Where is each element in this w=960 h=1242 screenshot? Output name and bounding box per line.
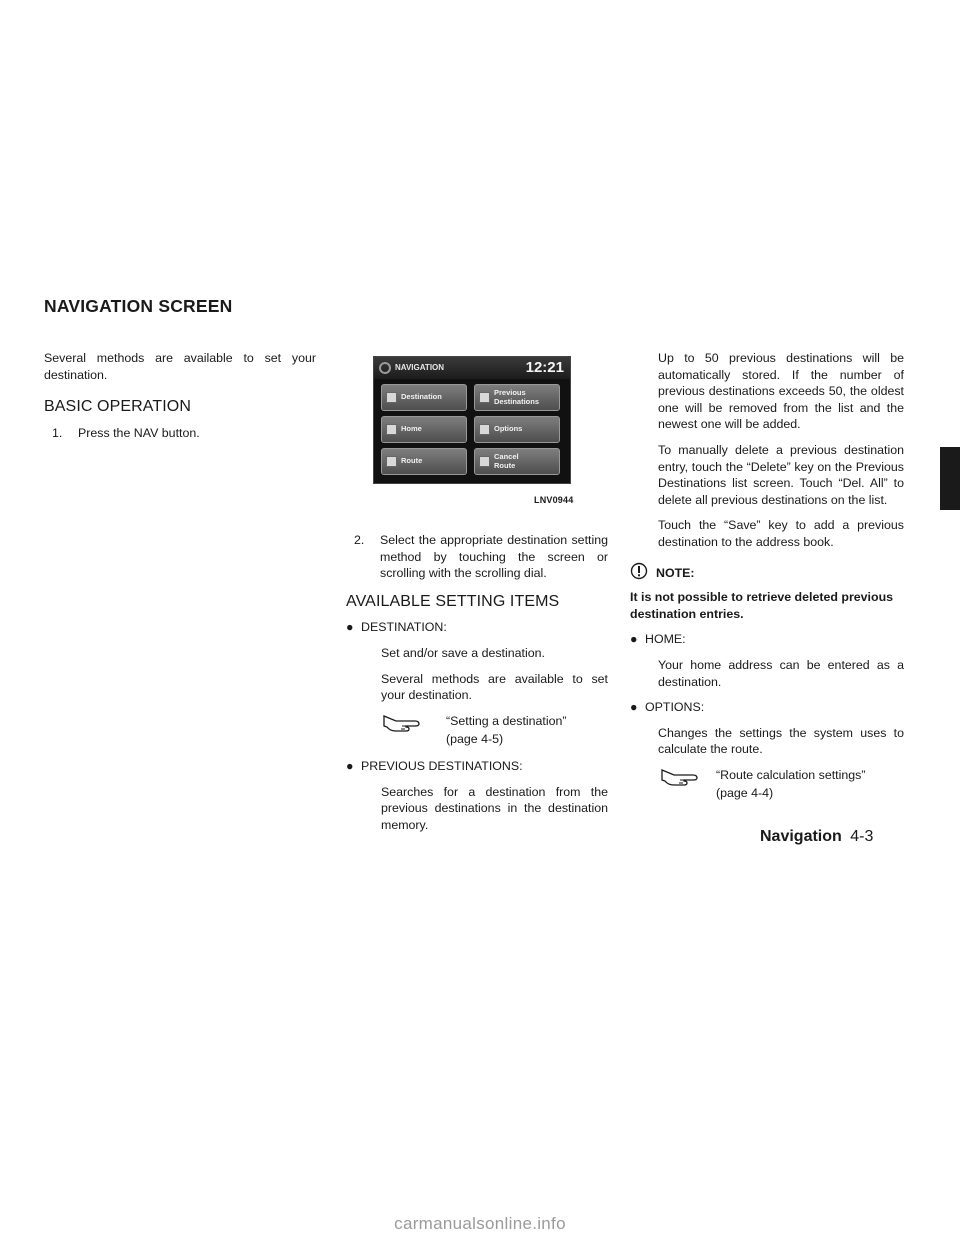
route-button[interactable] [381, 448, 467, 475]
item-label: PREVIOUS DESTINATIONS: [361, 758, 523, 773]
previous-destinations-icon [479, 392, 490, 403]
cross-reference [346, 713, 608, 748]
delete-paragraph: To manually delete a previous destination entry, touch the “Delete” key on the Previous Destinations list screen. Touch “Del. All” to delete all previous destinations on the list. [658, 442, 904, 507]
screen-title: NAVIGATION [395, 363, 445, 372]
route-icon [386, 456, 397, 467]
left-column [44, 350, 316, 450]
home-button[interactable] [381, 416, 467, 443]
button-label: Cancel Route [494, 452, 519, 470]
home-item [630, 631, 904, 648]
cancel-x-icon [479, 456, 490, 467]
bullet-icon: ● [630, 700, 638, 715]
step-text: Select the appropriate destination setting method by touching the screen or scrolling with the scrolling dial. [380, 533, 608, 581]
page-footer [760, 828, 873, 846]
button-label: Route [401, 456, 423, 466]
button-label: Home [401, 424, 422, 434]
screen-clock: 12:21 [525, 359, 564, 376]
button-label: Destination [401, 392, 442, 402]
pointing-hand-icon [660, 766, 698, 788]
bullet-icon: ● [346, 758, 354, 773]
middle-column [346, 532, 608, 842]
reference-page: (page 4-4) [716, 786, 774, 801]
right-column [630, 350, 904, 812]
item-description: Set and/or save a destination. [381, 645, 545, 660]
footer-section: Navigation [760, 828, 842, 845]
item-description: Searches for a destination from the previous destinations in the destination memory. [381, 784, 608, 832]
pointing-hand-icon [382, 712, 420, 734]
note-text: It is not possible to retrieve deleted previous destination entries. [630, 590, 894, 621]
options-button[interactable] [474, 416, 560, 443]
bullet-icon: ● [630, 632, 638, 647]
item-description: Changes the settings the system uses to calculate the route. [658, 725, 904, 757]
previous-destinations-item [346, 758, 608, 775]
item-description: Your home address can be entered as a destination. [658, 657, 904, 689]
note-heading [630, 565, 904, 582]
nav-logo-icon [379, 362, 391, 374]
cancel-route-button[interactable] [474, 448, 560, 475]
reference-title: “Setting a destination” [446, 713, 567, 728]
wrench-icon [479, 424, 490, 435]
navigation-screen-figure [373, 356, 571, 484]
figure-caption: LNV0944 [534, 495, 574, 505]
item-label: HOME: [645, 632, 686, 647]
step-2 [346, 532, 608, 582]
footer-page-number: 4-3 [850, 828, 874, 845]
destination-item [346, 619, 608, 636]
storage-paragraph: Up to 50 previous destinations will be automatically stored. If the number of previous destinations exceeds 50, the oldest one will be removed from the list and the newest one will be added. [658, 351, 904, 432]
destination-icon [386, 392, 397, 403]
watermark: carmanualsonline.info [394, 1214, 566, 1233]
step-number: 1. [52, 425, 63, 440]
step-text: Press the NAV button. [78, 425, 200, 440]
item-label: DESTINATION: [361, 620, 447, 635]
destination-button[interactable] [381, 384, 467, 411]
previous-destinations-button[interactable] [474, 384, 560, 411]
step-1 [44, 425, 316, 442]
screen-header [374, 357, 570, 379]
bullet-icon: ● [346, 620, 354, 635]
home-icon [386, 424, 397, 435]
section-title: NAVIGATION SCREEN [44, 296, 233, 316]
button-label: Options [494, 424, 523, 434]
cross-reference [630, 767, 904, 802]
reference-title: “Route calculation settings” [716, 767, 866, 782]
button-label: Previous Destinations [494, 388, 540, 406]
note-label: NOTE: [656, 565, 695, 580]
item-description: Several methods are available to set your destination. [381, 671, 608, 703]
caution-icon [630, 562, 648, 580]
options-item [630, 699, 904, 716]
reference-page: (page 4-5) [446, 732, 504, 747]
save-paragraph: Touch the “Save” key to add a previous destination to the address book. [658, 518, 904, 549]
intro-paragraph: Several methods are available to set your destination. [44, 351, 316, 382]
item-label: OPTIONS: [645, 700, 705, 715]
basic-operation-heading: BASIC OPERATION [44, 398, 192, 416]
chapter-tab [940, 447, 960, 510]
available-items-heading: AVAILABLE SETTING ITEMS [346, 592, 560, 610]
step-number: 2. [354, 533, 365, 547]
